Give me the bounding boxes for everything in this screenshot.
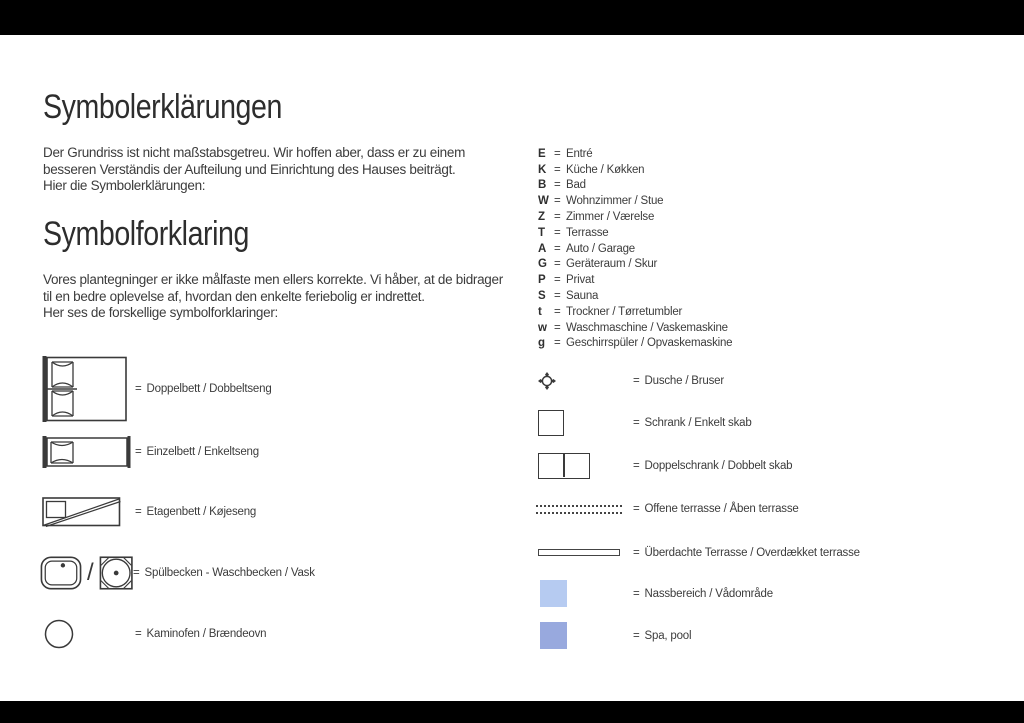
bottom-black-bar (0, 701, 1024, 723)
legend-label-text: Doppelschrank / Dobbelt skab (644, 460, 793, 472)
equals-sign: = (554, 290, 561, 303)
room-code-row (538, 272, 732, 288)
room-code-label: Sauna (566, 290, 599, 303)
legend-label (633, 503, 799, 515)
single-bed-icon (42, 436, 135, 468)
room-code-row (538, 146, 732, 162)
equals-sign: = (135, 506, 142, 518)
legend-row-covered-terrace (538, 548, 860, 557)
room-code-row (538, 320, 732, 336)
equals-sign: = (554, 179, 561, 192)
legend-label-text: Offene terrasse / Åben terrasse (644, 503, 799, 515)
bunk-bed-icon (42, 497, 135, 527)
legend-label (633, 588, 773, 600)
room-code-label: Bad (566, 179, 586, 192)
legend-label-text: Doppelbett / Dobbeltseng (146, 383, 272, 395)
legend-row-shower (538, 372, 724, 390)
equals-sign: = (135, 383, 142, 395)
legend-row-single-bed (42, 436, 259, 468)
equals-sign: = (633, 629, 640, 642)
legend-label (135, 383, 272, 395)
room-code-label: Entré (566, 147, 593, 160)
room-code: A (538, 242, 547, 255)
equals-sign: = (554, 147, 561, 160)
legend-label (633, 630, 691, 642)
kitchen-sink-icon (40, 555, 82, 591)
room-code: W (538, 195, 549, 208)
room-code: t (538, 305, 542, 318)
room-code-row (538, 288, 732, 304)
room-code: T (538, 226, 545, 239)
legend-label-text: Schrank / Enkelt skab (644, 417, 752, 429)
equals-sign: = (633, 417, 640, 429)
equals-sign: = (554, 321, 561, 334)
equals-sign: = (554, 163, 561, 176)
equals-sign: = (633, 503, 640, 515)
room-code-row (538, 209, 732, 225)
top-black-bar (0, 0, 1024, 35)
slash-separator: / (86, 559, 94, 586)
single-cabinet-icon (538, 410, 564, 436)
room-code-label: Terrasse (566, 226, 609, 239)
room-code-row (538, 304, 732, 320)
room-code-label: Geschirrspüler / Opvaskemaskine (566, 337, 733, 350)
intro-german-line3: Hier die Symbolerklärungen: (43, 178, 206, 193)
legend-label-text: Nassbereich / Vådområde (644, 587, 773, 600)
legend-label-text: Überdachte Terrasse / Overdækket terrasse (644, 546, 860, 559)
equals-sign: = (633, 546, 640, 559)
room-code-label: Geräteraum / Skur (566, 258, 658, 271)
wash-basin-icon (99, 555, 133, 591)
legend-label (633, 547, 860, 559)
room-code-label: Zimmer / Værelse (566, 211, 655, 224)
legend-row-double-bed (42, 356, 272, 422)
legend-row-bunk-bed (42, 497, 256, 527)
legend-label-text: Spülbecken - Waschbecken / Vask (144, 567, 315, 579)
room-code: B (538, 179, 547, 192)
covered-terrace-icon (538, 549, 620, 556)
legend-label-text: Etagenbett / Køjeseng (146, 506, 257, 518)
room-code: G (538, 258, 547, 271)
legend-label-text: Kaminofen / Brændeovn (146, 628, 267, 640)
room-code-row (538, 336, 732, 352)
equals-sign: = (133, 567, 140, 579)
equals-sign: = (554, 337, 561, 350)
equals-sign: = (135, 446, 142, 458)
room-code-label: Wohnzimmer / Stue (566, 195, 664, 208)
legend-row-cabinet (538, 410, 752, 436)
room-code: g (538, 337, 545, 350)
legend-label-text: Dusche / Bruser (644, 375, 724, 387)
room-code-row (538, 241, 732, 257)
equals-sign: = (554, 211, 561, 224)
intro-german-line2: besseren Verständis der Aufteilung und Einrichtung des Hauses beiträgt. (43, 161, 456, 177)
open-terrace-icon (536, 505, 622, 514)
legend-label (633, 417, 752, 429)
room-code-row (538, 162, 732, 178)
room-code-row (538, 193, 732, 209)
legend-row-sink (40, 554, 315, 592)
legend-row-wet-area (540, 580, 773, 607)
legend-row-spa-pool (540, 622, 691, 649)
room-code: P (538, 274, 546, 287)
room-code-list (538, 146, 732, 351)
page-title-danish: Symbolforklaring (43, 215, 249, 253)
room-code-label: Auto / Garage (566, 242, 635, 255)
room-code-label: Küche / Køkken (566, 163, 645, 176)
intro-danish-line3: Her ses de forskellige symbolforklaringer: (43, 305, 278, 320)
sink-icons (40, 555, 133, 591)
legend-label (135, 628, 266, 640)
legend-label (135, 446, 259, 458)
legend-label (633, 460, 792, 472)
room-code-label: Privat (566, 274, 595, 287)
legend-label-text: Einzelbett / Enkeltseng (146, 446, 259, 458)
wood-stove-icon (42, 619, 135, 649)
room-code: S (538, 290, 546, 303)
page-title-german: Symbolerklärungen (43, 88, 282, 126)
room-code: Z (538, 211, 545, 224)
intro-german (43, 145, 465, 195)
equals-sign: = (554, 258, 561, 271)
double-bed-icon (42, 356, 135, 422)
equals-sign: = (633, 460, 640, 472)
equals-sign: = (554, 226, 561, 239)
intro-danish-line1: Vores plantegninger er ikke målfaste men ellers korrekte. Vi håber, at de bidrager (43, 272, 503, 287)
room-code: E (538, 147, 546, 160)
legend-label (633, 375, 724, 387)
legend-label (135, 506, 256, 518)
legend-row-double-cabinet (538, 453, 792, 479)
shower-icon (538, 372, 633, 390)
equals-sign: = (554, 242, 561, 255)
intro-danish (43, 272, 503, 322)
spa-pool-swatch (540, 622, 567, 649)
room-code: w (538, 321, 547, 334)
equals-sign: = (554, 195, 561, 208)
legend-label-text: Spa, pool (644, 629, 692, 642)
room-code-row (538, 225, 732, 241)
equals-sign: = (554, 274, 561, 287)
wet-area-swatch (540, 580, 567, 607)
intro-danish-line2: til en bedre oplevelse af, hvordan den enkelte feriebolig er indrettet. (43, 288, 425, 304)
room-code-label: Trockner / Tørretumbler (566, 305, 683, 318)
equals-sign: = (633, 587, 640, 600)
legend-row-stove (42, 619, 266, 649)
intro-german-line1: Der Grundriss ist nicht maßstabsgetreu. Wir hoffen aber, dass er zu einem (43, 145, 466, 160)
legend-label (133, 567, 315, 579)
room-code-label: Waschmaschine / Vaskemaskine (566, 321, 728, 334)
equals-sign: = (135, 628, 142, 640)
room-code-row (538, 178, 732, 194)
equals-sign: = (633, 375, 640, 387)
double-cabinet-icon (538, 453, 590, 479)
room-code: K (538, 163, 547, 176)
legend-row-open-terrace (536, 503, 799, 515)
equals-sign: = (554, 305, 561, 318)
room-code-row (538, 257, 732, 273)
